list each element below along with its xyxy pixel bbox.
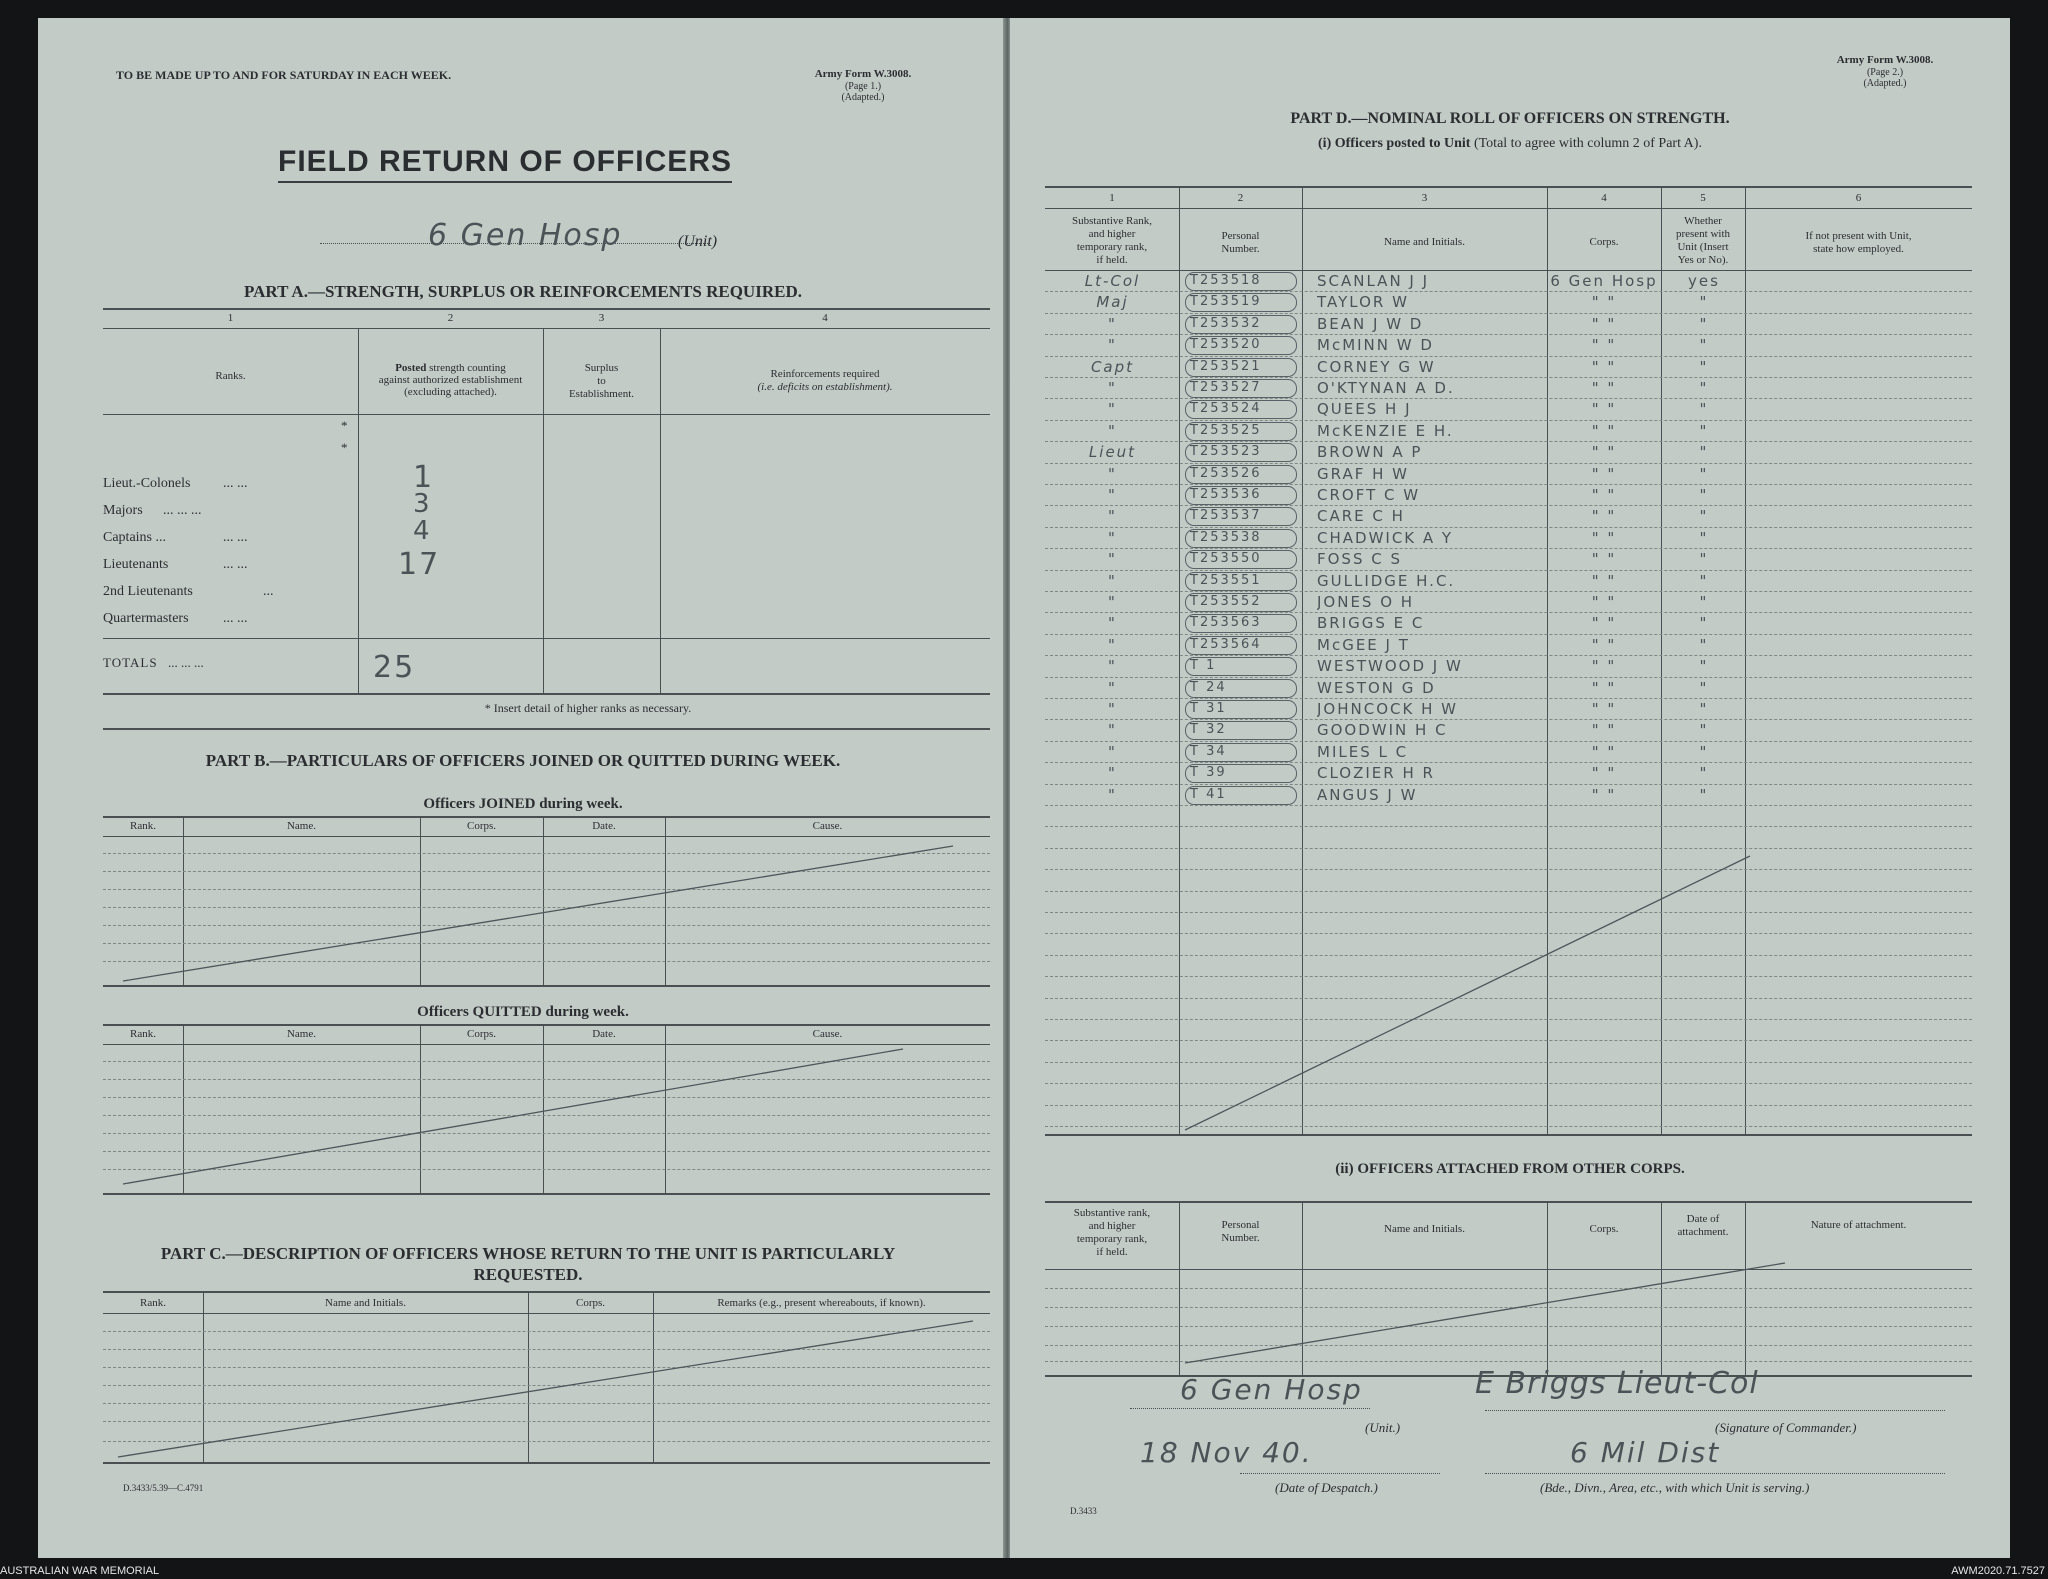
officer-number: T253536 <box>1185 486 1297 505</box>
despatch-date: 18 Nov 40. <box>1140 1436 1313 1469</box>
officer-corps: " " <box>1591 593 1617 611</box>
officer-rank: " <box>1108 678 1117 697</box>
cancel-stroke <box>103 1024 990 1194</box>
officer-rank: " <box>1108 486 1117 504</box>
asterisk-row-1: * <box>341 418 348 433</box>
officer-name: SCANLAN J J <box>1317 272 1430 290</box>
officer-present: " <box>1699 464 1709 483</box>
officer-corps: " " <box>1591 421 1617 440</box>
officer-present: " <box>1699 764 1709 783</box>
officer-number: T253551 <box>1185 572 1297 591</box>
officer-name: McMINN W D <box>1317 336 1434 355</box>
officer-name: CROFT C W <box>1317 486 1421 504</box>
officer-number: T253552 <box>1185 593 1297 612</box>
col-rank-header: Substantive Rank, and higher temporary rank, if held. <box>1071 215 1153 266</box>
officer-name: WESTWOOD J W <box>1317 657 1463 676</box>
officer-number: T 34 <box>1185 743 1297 762</box>
officer-corps: " " <box>1591 721 1617 740</box>
col-employment-header: If not present with Unit, state how employed. <box>1805 230 1912 255</box>
joined-col-name: Name. <box>286 820 316 832</box>
officer-name: JONES O H <box>1317 593 1415 611</box>
officer-number: T253526 <box>1185 465 1297 484</box>
officer-present: " <box>1699 657 1709 676</box>
quitted-col-corps: Corps. <box>466 1028 497 1040</box>
officer-number: T253518 <box>1185 272 1297 291</box>
officer-rank: " <box>1108 764 1117 783</box>
officer-rank: " <box>1108 614 1117 633</box>
officer-corps: " " <box>1591 764 1617 783</box>
col-surplus-header: Surplus to Establishment. <box>568 362 635 400</box>
officer-corps: " " <box>1591 507 1617 526</box>
nominal-roll-table <box>1045 160 1972 1135</box>
col-posted-header: Posted strength counting against authorized establishment (excluding attached). <box>378 362 523 398</box>
officer-number: T253524 <box>1185 400 1297 419</box>
col-number-5: 5 <box>1700 192 1706 204</box>
officer-name: CHADWICK A Y <box>1317 528 1454 547</box>
officer-name: BROWN A P <box>1317 443 1423 462</box>
col-name-header: Name and Initials. <box>1384 236 1465 248</box>
officer-corps: " " <box>1591 443 1617 462</box>
officer-rank: Lt-Col <box>1084 272 1141 290</box>
officer-number: T253550 <box>1185 550 1297 569</box>
unit-label: (Unit.) <box>1365 1420 1401 1435</box>
officer-present: " <box>1699 421 1709 440</box>
form-page-2 <box>1010 18 2010 1558</box>
part-d-heading: PART D.—NOMINAL ROLL OF OFFICERS ON STRENGTH. <box>1290 110 1730 127</box>
col-number-3: 3 <box>1421 192 1428 204</box>
col-number-6: 6 <box>1855 192 1862 204</box>
col-number-3: 3 <box>598 312 605 324</box>
part-d-subheading: (i) Officers posted to Unit (Total to agree with column 2 of Part A). <box>1318 136 1702 151</box>
officer-rank: " <box>1108 700 1117 718</box>
officer-corps: " " <box>1591 379 1617 397</box>
officer-present: " <box>1699 507 1709 526</box>
officer-name: GRAF H W <box>1317 464 1409 483</box>
part-c-col-name: Name and Initials. <box>325 1297 406 1309</box>
officer-rank: " <box>1108 379 1117 397</box>
quitted-col-date: Date. <box>592 1028 616 1040</box>
officer-number: T253519 <box>1185 293 1297 312</box>
totals-dots: ... ... ... <box>168 655 204 670</box>
officer-present: " <box>1699 700 1709 718</box>
officer-corps: " " <box>1591 528 1617 547</box>
signature-label: (Signature of Commander.) <box>1715 1420 1857 1435</box>
officer-corps: " " <box>1591 571 1617 590</box>
officer-corps: " " <box>1591 700 1617 718</box>
officer-rank: " <box>1108 464 1117 483</box>
officer-name: TAYLOR W <box>1317 293 1409 312</box>
part-c-table <box>103 1291 990 1463</box>
part-b-heading: PART B.—PARTICULARS OF OFFICERS JOINED OR QUITTED DURING WEEK. <box>205 751 841 770</box>
officer-name: GULLIDGE H.C. <box>1317 571 1456 590</box>
officer-rank: " <box>1108 336 1117 355</box>
officer-present: " <box>1699 614 1709 633</box>
officer-name: FOSS C S <box>1317 550 1403 569</box>
adapted-label: (Adapted.) <box>1863 78 1907 89</box>
officer-name: O'KTYNAN A D. <box>1317 379 1455 397</box>
unit-value: 6 Gen Hosp <box>1180 1373 1363 1406</box>
officer-corps: " " <box>1591 400 1617 419</box>
officer-number: T253537 <box>1185 507 1297 526</box>
att-col-name: Name and Initials. <box>1384 1223 1465 1235</box>
officer-present: " <box>1699 400 1709 419</box>
form-id: Army Form W.3008. <box>814 68 912 80</box>
print-code: D.3433 <box>1070 1506 1097 1516</box>
officer-present: " <box>1699 593 1709 611</box>
col-number-4: 4 <box>822 312 828 324</box>
joined-title: Officers JOINED during week. <box>423 796 623 812</box>
joined-col-cause: Cause. <box>812 820 843 832</box>
officer-corps: " " <box>1591 657 1617 676</box>
form-title: FIELD RETURN OF OFFICERS <box>278 145 732 183</box>
officer-rank: " <box>1108 528 1117 547</box>
officer-present: yes <box>1688 272 1720 290</box>
joined-table <box>103 816 990 986</box>
officer-rank: " <box>1108 657 1117 676</box>
officer-name: BRIGGS E C <box>1317 614 1425 633</box>
part-c-heading: PART C.—DESCRIPTION OF OFFICERS WHOSE RETURN TO THE UNIT IS PARTICULARLY REQUESTED. <box>160 1244 896 1284</box>
weekly-instruction: TO BE MADE UP TO AND FOR SATURDAY IN EACH WEEK. <box>116 68 452 82</box>
officer-rank: " <box>1108 507 1117 526</box>
asterisk-row-2: * <box>341 440 348 455</box>
officer-corps: " " <box>1591 464 1617 483</box>
officer-name: GOODWIN H C <box>1317 721 1448 740</box>
quitted-col-name: Name. <box>286 1028 316 1040</box>
officer-rank: " <box>1108 421 1117 440</box>
col-number-header: Personal Number. <box>1221 230 1260 255</box>
quitted-col-rank: Rank. <box>130 1028 156 1040</box>
adapted-label: (Adapted.) <box>841 92 885 103</box>
att-col-rank: Substantive rank, and higher temporary rank, if held. <box>1073 1207 1151 1258</box>
attached-heading: (ii) OFFICERS ATTACHED FROM OTHER CORPS. <box>1335 1161 1685 1177</box>
officer-rank: " <box>1108 785 1117 804</box>
officer-name: McGEE J T <box>1317 635 1410 654</box>
col-corps-header: Corps. <box>1589 236 1619 248</box>
officer-corps: " " <box>1591 614 1617 633</box>
officer-number: T253563 <box>1185 614 1297 633</box>
officer-number: T 32 <box>1185 721 1297 740</box>
cancel-stroke <box>1045 160 1972 1135</box>
col-number-2: 2 <box>447 312 454 324</box>
officer-rank: Lieut <box>1088 443 1137 462</box>
officer-corps: " " <box>1591 293 1617 312</box>
officer-present: " <box>1699 550 1709 569</box>
col-ranks-header: Ranks. <box>215 370 246 382</box>
officer-present: " <box>1699 443 1709 462</box>
officer-number: T253527 <box>1185 379 1297 398</box>
officer-present: " <box>1699 357 1709 376</box>
officer-present: " <box>1699 486 1709 504</box>
officer-number: T 31 <box>1185 700 1297 719</box>
officer-present: " <box>1699 721 1709 740</box>
officer-name: McKENZIE E H. <box>1317 421 1454 440</box>
officer-rank: " <box>1108 635 1117 654</box>
officer-corps: " " <box>1591 742 1617 761</box>
joined-col-corps: Corps. <box>466 820 497 832</box>
accession-number: AWM2020.71.7527 <box>1951 1565 2045 1577</box>
officer-name: WESTON G D <box>1317 678 1436 697</box>
officer-rank: Maj <box>1096 293 1129 312</box>
officer-present: " <box>1699 379 1709 397</box>
part-a-table: 1 2 3 4 Ranks. Posted strength counting against authorized establishment (excluding attached). Surplus to Establishment. Reinforcements required (i.e. deficits on establishment). * * Lieut.-Colonels ... ... 1 Majors ... ... ... 3 Captains ... ... ... 4 Lieutenants ... ... 17 2nd Lieutenants ... Quartermasters ... ... TOTALS ... ... ... 25 <box>103 308 990 694</box>
officer-present: " <box>1699 571 1709 590</box>
officer-name: CLOZIER H R <box>1317 764 1435 783</box>
col-number-1: 1 <box>1109 192 1115 204</box>
page-label: (Page 1.) <box>844 81 882 92</box>
officer-corps: " " <box>1591 357 1617 376</box>
officer-number: T253520 <box>1185 336 1297 355</box>
officer-number: T253523 <box>1185 443 1297 462</box>
form-page-1 <box>38 18 1008 1558</box>
attached-table <box>1045 1181 1972 1376</box>
officer-present: " <box>1699 678 1709 697</box>
att-col-nature: Nature of attachment. <box>1810 1219 1907 1231</box>
officer-name: JOHNCOCK H W <box>1317 700 1458 718</box>
officer-corps: 6 Gen Hosp <box>1550 272 1658 290</box>
officer-present: " <box>1699 293 1709 312</box>
serving-value: 6 Mil Dist <box>1570 1436 1721 1469</box>
page-label: (Page 2.) <box>1866 67 1904 78</box>
officer-rank: " <box>1108 721 1117 740</box>
officer-present: " <box>1699 635 1709 654</box>
col-present-header: Whether present with Unit (Insert Yes or No). <box>1675 215 1731 266</box>
officer-number: T253525 <box>1185 422 1297 441</box>
officer-present: " <box>1699 528 1709 547</box>
joined-col-rank: Rank. <box>130 820 156 832</box>
col-number-1: 1 <box>227 312 234 324</box>
att-col-number: Personal Number. <box>1221 1219 1260 1244</box>
totals-value: 25 <box>373 650 416 685</box>
officer-rank: " <box>1108 571 1117 590</box>
officer-name: CORNEY G W <box>1317 357 1436 376</box>
cancel-stroke <box>103 816 990 986</box>
officer-name: QUEES H J <box>1317 400 1412 419</box>
serving-label: (Bde., Divn., Area, etc., with which Unit is serving.) <box>1540 1480 1810 1495</box>
officer-corps: " " <box>1591 336 1617 355</box>
date-label: (Date of Despatch.) <box>1275 1480 1378 1495</box>
quitted-table <box>103 1024 990 1194</box>
officer-rank: " <box>1108 400 1117 419</box>
officer-corps: " " <box>1591 486 1617 504</box>
officer-rank: " <box>1108 593 1117 611</box>
cancel-stroke <box>103 1291 990 1463</box>
officer-name: MILES L C <box>1317 742 1409 761</box>
part-a-heading: PART A.—STRENGTH, SURPLUS OR REINFORCEMENTS REQUIRED. <box>244 282 802 301</box>
officer-name: BEAN J W D <box>1317 314 1424 333</box>
officer-corps: " " <box>1591 314 1617 333</box>
officer-number: T 41 <box>1185 786 1297 805</box>
part-c-col-rank: Rank. <box>140 1297 166 1309</box>
officer-number: T253564 <box>1185 636 1297 655</box>
officer-number: T 1 <box>1185 657 1297 676</box>
print-code: D.3433/5.39—C.4791 <box>123 1483 204 1493</box>
officer-number: T 39 <box>1185 764 1297 783</box>
part-c-col-corps: Corps. <box>575 1297 606 1309</box>
unit-label: (Unit) <box>678 233 718 250</box>
officer-corps: " " <box>1591 550 1617 569</box>
officer-corps: " " <box>1591 785 1617 804</box>
officer-rank: " <box>1108 742 1117 761</box>
unit-value: 6 Gen Hosp <box>428 218 623 253</box>
officer-rank: " <box>1108 314 1117 333</box>
col-number-2: 2 <box>1237 192 1244 204</box>
officer-corps: " " <box>1591 678 1617 697</box>
officer-present: " <box>1699 314 1709 333</box>
att-col-corps: Corps. <box>1589 1223 1619 1235</box>
officer-name: ANGUS J W <box>1317 785 1418 804</box>
officer-rank: Capt <box>1090 357 1135 376</box>
commander-signature: E Briggs Lieut-Col <box>1475 1366 1759 1401</box>
totals-label: TOTALS <box>103 655 158 670</box>
officer-number: T253532 <box>1185 315 1297 334</box>
officer-number: T 24 <box>1185 679 1297 698</box>
form-id: Army Form W.3008. <box>1836 54 1934 66</box>
col-reinforcements-header: Reinforcements required (i.e. deficits on establishment). <box>757 368 893 393</box>
part-c-col-remarks: Remarks (e.g., present whereabouts, if known). <box>717 1297 926 1309</box>
att-col-date: Date of attachment. <box>1677 1213 1729 1238</box>
part-a-footnote: * Insert detail of higher ranks as necessary. <box>484 701 692 715</box>
officer-present: " <box>1699 785 1709 804</box>
cancel-stroke <box>1045 1181 1972 1376</box>
officer-rank: " <box>1108 550 1117 569</box>
archive-credit: AUSTRALIAN WAR MEMORIAL <box>0 1565 160 1577</box>
officer-corps: " " <box>1591 635 1617 654</box>
quitted-col-cause: Cause. <box>812 1028 843 1040</box>
officer-number: T253538 <box>1185 529 1297 548</box>
col-number-4: 4 <box>1601 192 1607 204</box>
joined-col-date: Date. <box>592 820 616 832</box>
officer-number: T253521 <box>1185 358 1297 377</box>
quitted-title: Officers QUITTED during week. <box>417 1004 629 1020</box>
officer-name: CARE C H <box>1317 507 1405 526</box>
officer-present: " <box>1699 742 1709 761</box>
officer-present: " <box>1699 336 1709 355</box>
